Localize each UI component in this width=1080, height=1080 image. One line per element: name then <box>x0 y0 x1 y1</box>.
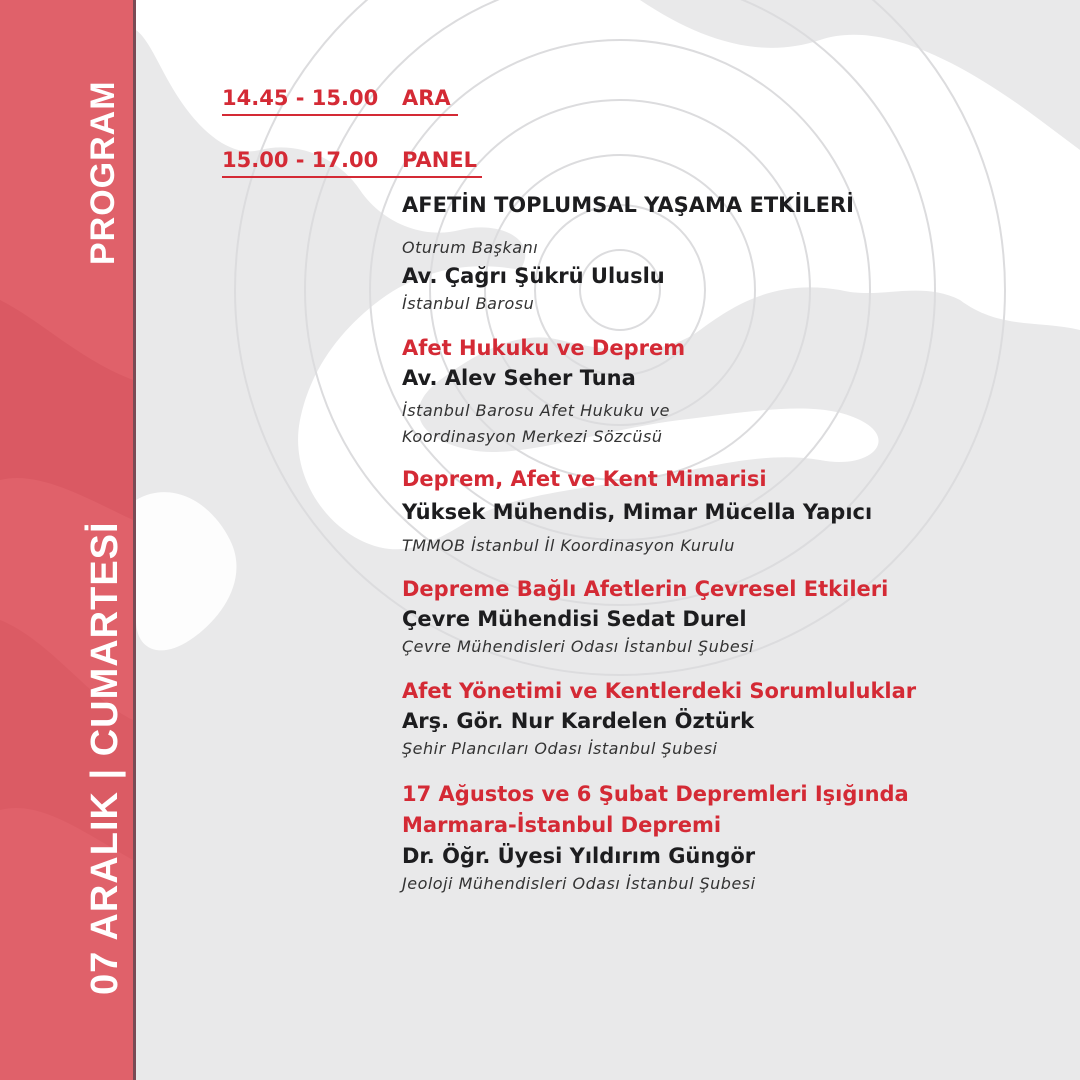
talk-org: İstanbul Barosu Afet Hukuku ve <box>402 401 670 420</box>
panel-title: AFETİN TOPLUMSAL YAŞAMA ETKİLERİ <box>402 193 854 217</box>
talk-topic: Deprem, Afet ve Kent Mimarisi <box>402 467 767 491</box>
program-heading: PROGRAM <box>84 80 122 265</box>
schedule-time-panel: 15.00 - 17.00 <box>222 148 379 172</box>
talk-speaker: Av. Alev Seher Tuna <box>402 366 636 390</box>
event-date: 07 ARALIK | CUMARTESİ <box>84 521 126 995</box>
talk-topic: Afet Hukuku ve Deprem <box>402 336 686 360</box>
schedule-label-break: ARA <box>402 86 451 110</box>
schedule-time-break: 14.45 - 15.00 <box>222 86 379 110</box>
chair-name: Av. Çağrı Şükrü Uluslu <box>402 264 665 288</box>
talk-org: Şehir Plancıları Odası İstanbul Şubesi <box>402 739 718 758</box>
talk-topic: Afet Yönetimi ve Kentlerdeki Sorumluluklar <box>402 679 917 703</box>
break-underline <box>222 114 458 116</box>
talk-speaker: Dr. Öğr. Üyesi Yıldırım Güngör <box>402 844 756 868</box>
talk-org: Çevre Mühendisleri Odası İstanbul Şubesi <box>402 637 754 656</box>
talk-speaker: Yüksek Mühendis, Mimar Mücella Yapıcı <box>402 500 873 524</box>
talk-speaker: Çevre Mühendisi Sedat Durel <box>402 607 747 631</box>
chair-role: Oturum Başkanı <box>402 238 539 257</box>
talk-org: TMMOB İstanbul İl Koordinasyon Kurulu <box>402 536 735 555</box>
schedule-label-panel: PANEL <box>402 148 478 172</box>
chair-org: İstanbul Barosu <box>402 294 535 313</box>
talk-speaker: Arş. Gör. Nur Kardelen Öztürk <box>402 709 755 733</box>
talk-topic: Depreme Bağlı Afetlerin Çevresel Etkileri <box>402 577 889 601</box>
panel-underline <box>222 176 482 178</box>
talk-org: Jeoloji Mühendisleri Odası İstanbul Şubesi <box>402 874 756 893</box>
talk-org: Koordinasyon Merkezi Sözcüsü <box>402 427 663 446</box>
talk-topic: Marmara-İstanbul Depremi <box>402 813 722 837</box>
talk-topic: 17 Ağustos ve 6 Şubat Depremleri Işığında <box>402 782 909 806</box>
